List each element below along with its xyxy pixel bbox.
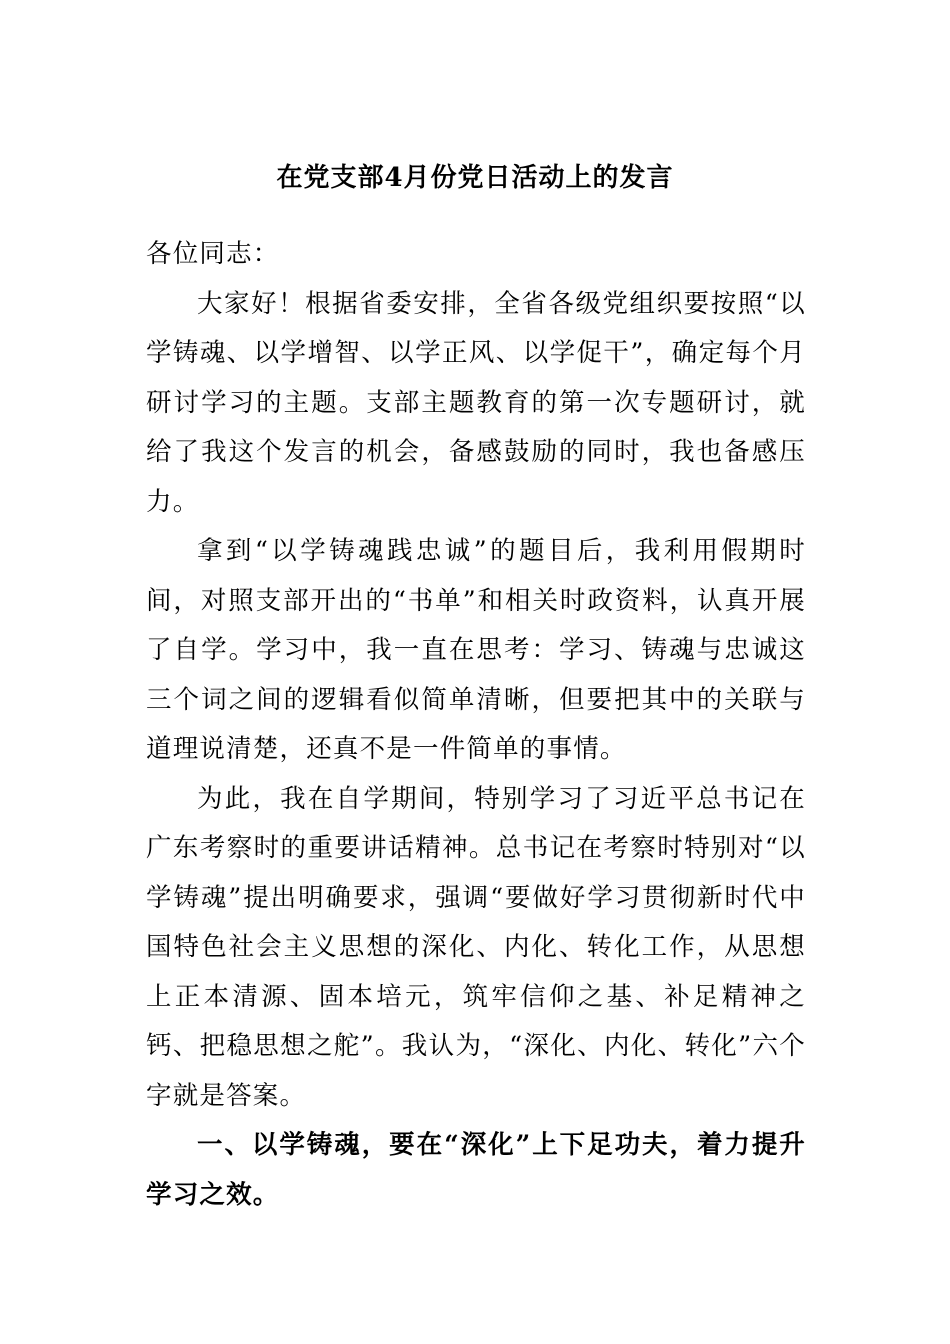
paragraph-2: 拿到“以学铸魂践忠诚”的题目后，我利用假期时间，对照支部开出的“书单”和相关时政资料，认真开展了自学。学习中，我一直在思考：学习、铸魂与忠诚这三个词之间的逻辑看似简单清晰，但要把其中的关联与道理说清楚，还真不是一件简单的事情。	[146, 536, 806, 764]
document-title: 在党支部4月份党日活动上的发言	[276, 163, 674, 193]
paragraph-3: 为此，我在自学期间，特别学习了习近平总书记在广东考察时的重要讲话精神。总书记在考察时特别对“以学铸魂”提出明确要求，强调“要做好学习贯彻新时代中国特色社会主义思想的深化、内化、转化工作，从思想上正本清源、固本培元，筑牢信仰之基、补足精神之钙、把稳思想之舵”。我认为，“深化、内化、转化”六个字就是答案。	[146, 783, 806, 1111]
section-heading: 一、以学铸魂，要在“深化”上下足功夫，着力提升学习之效。	[146, 1130, 806, 1210]
document-body	[146, 230, 806, 1220]
paragraph-1: 大家好！根据省委安排，全省各级党组织要按照“以学铸魂、以学增智、以学正风、以学促干”，确定每个月研讨学习的主题。支部主题教育的第一次专题研讨，就给了我这个发言的机会，备感鼓励的同时，我也备感压力。	[146, 288, 806, 517]
greeting: 各位同志：	[146, 239, 280, 269]
